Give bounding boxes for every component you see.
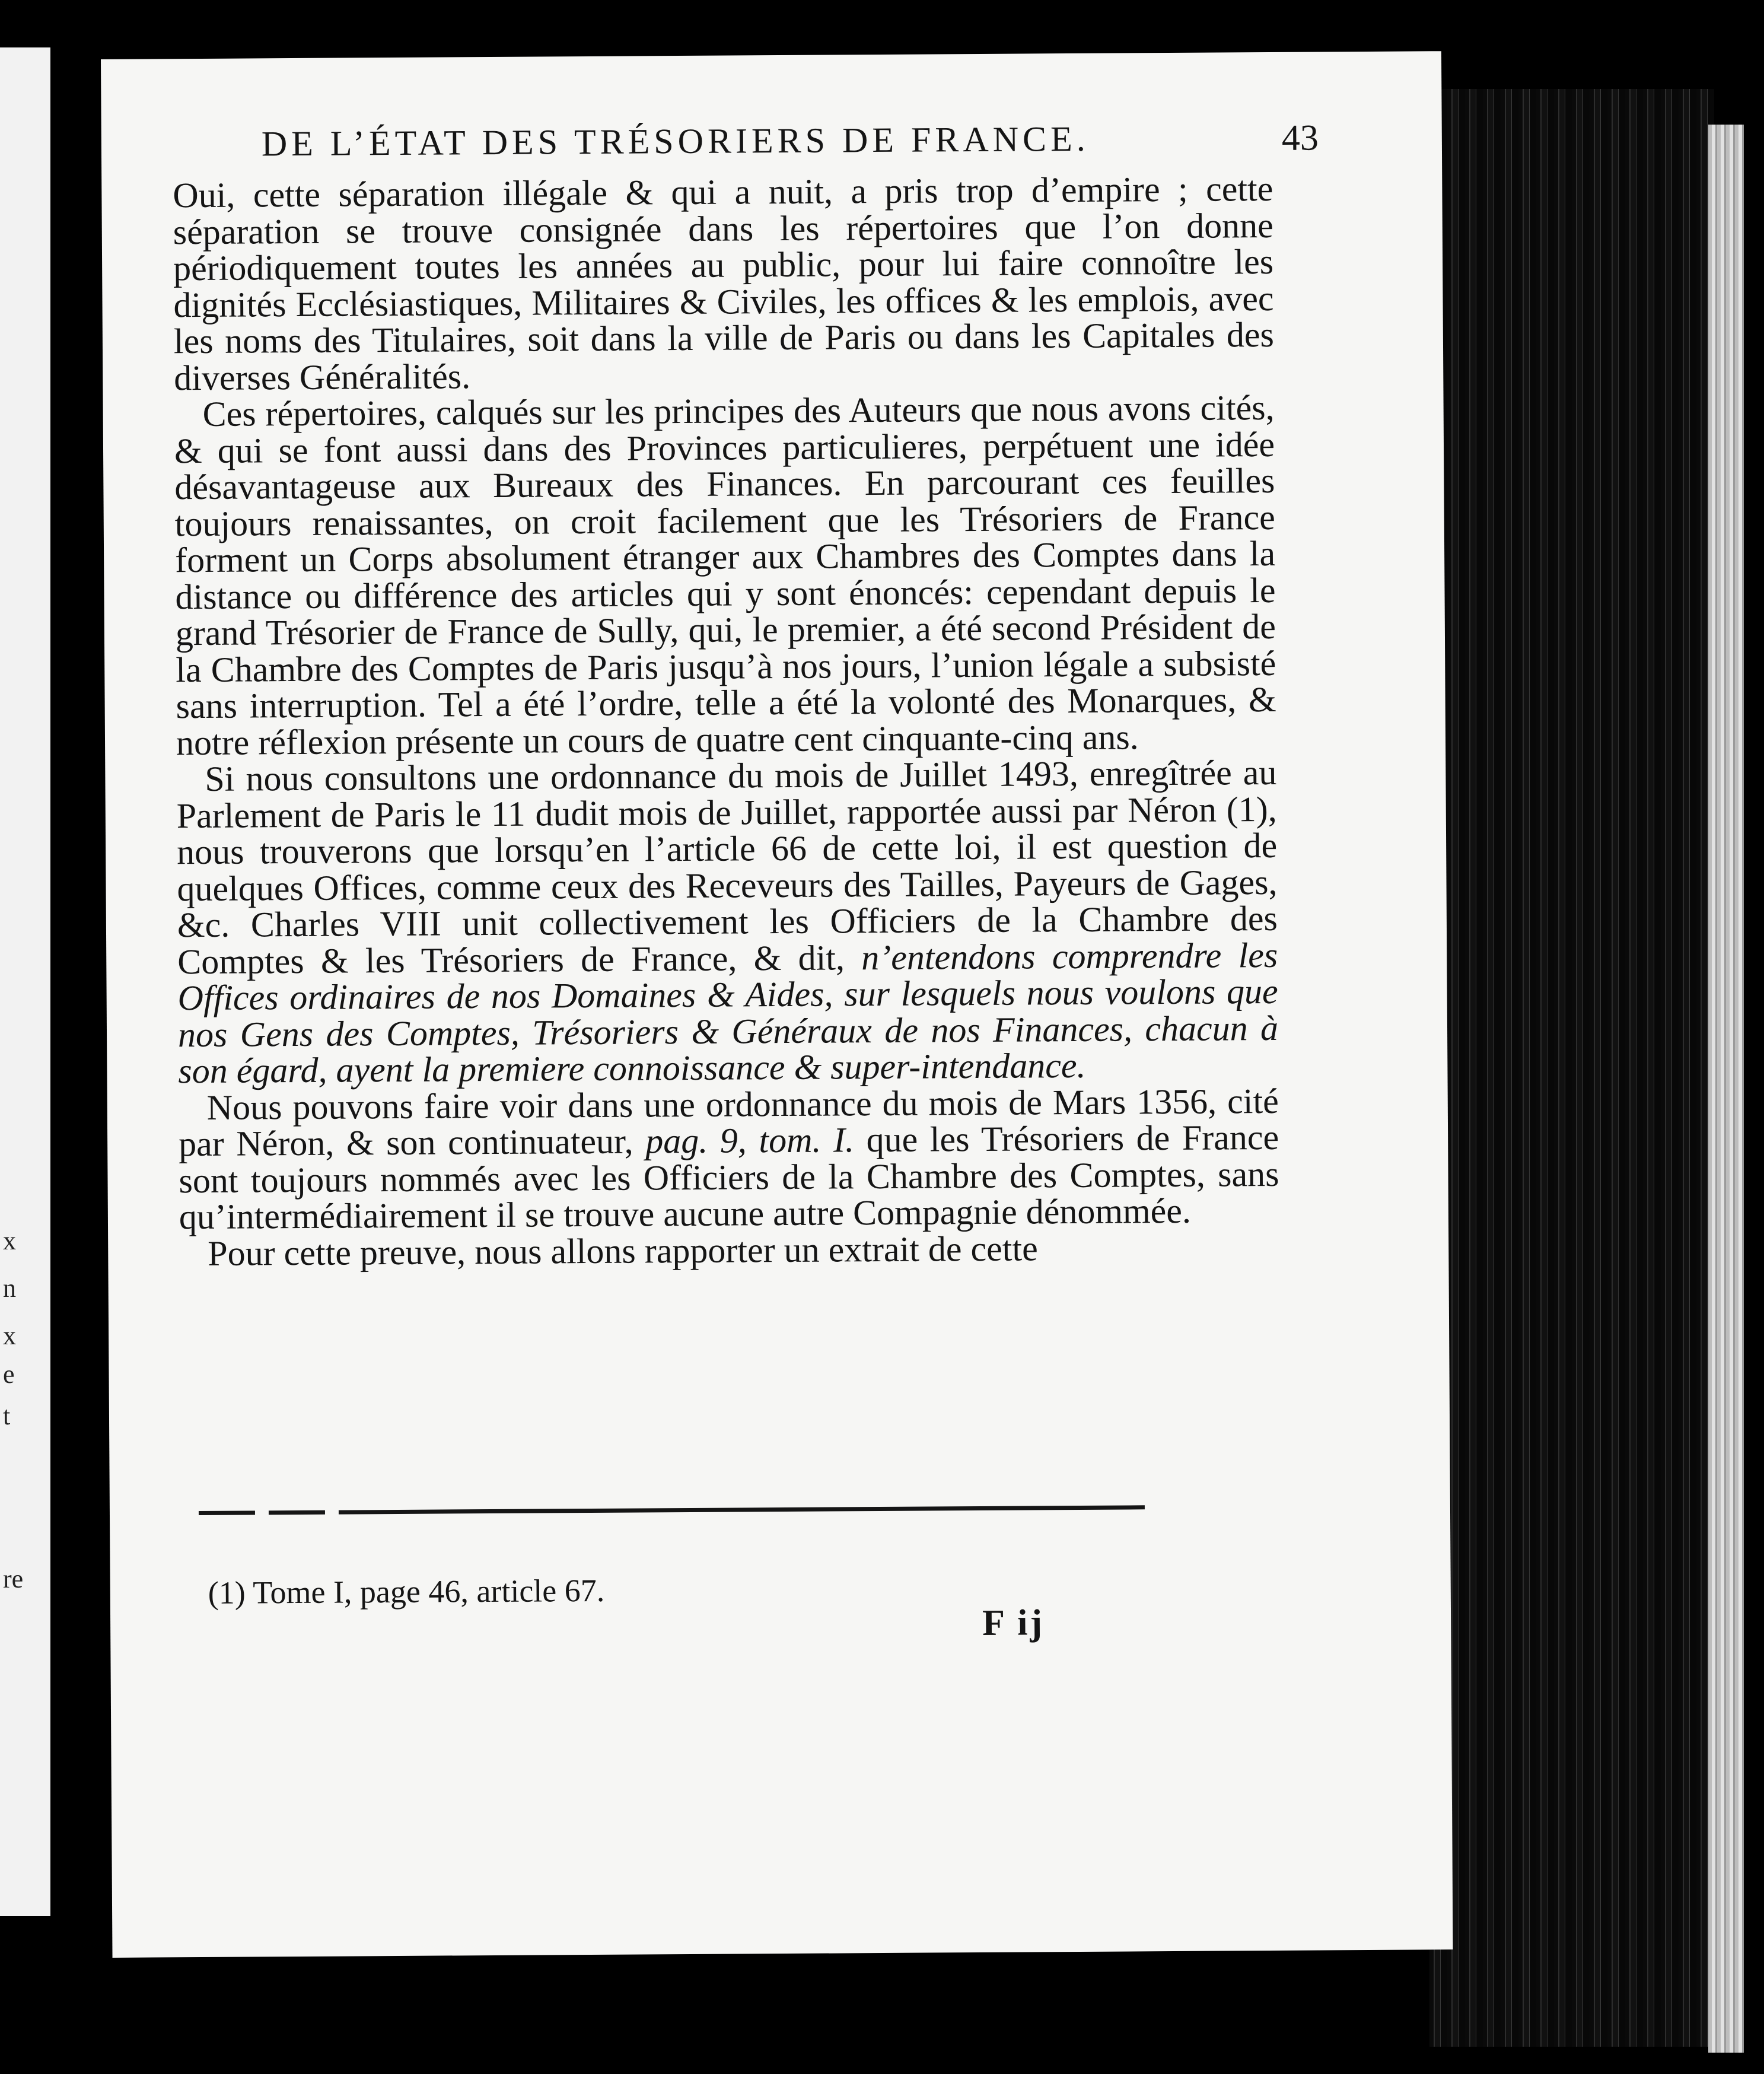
left-page-fragment: t <box>3 1401 11 1430</box>
page-number: 43 <box>1281 117 1319 158</box>
citation-reference: pag. 9, tom. I. <box>633 1120 855 1161</box>
running-title: DE L’ÉTAT DES TRÉSORIERS DE FRANCE. <box>261 119 1090 164</box>
paragraph: Oui, cette séparation illégale & qui a nuit, a pris trop d’empire ; cette séparation se trouve consignée dans les répertoires que l’on donne périodiquement toutes les années au public, pour lui faire connoître les dignités Ecclésiastiques, Militaires & Civiles, les offices & les emplois, avec les noms des Titulaires, soit dans la ville de Paris ou dans les Capitales des diverses Généralités. <box>173 168 1275 397</box>
paragraph-text: Si nous consultons une ordonnance du mois de Juillet 1493, enregîtrée au Parlement de Paris le 11 dudit mois de Juillet, rapportée aussi par Néron (1), nous trouverons que lorsqu’en l’article 66 de cette loi, il est question de quelques Offices, comme ceux des Receveurs des Tailles, Payeurs de Gages, &c. Charles VIII unit collectivement les Officiers de la Chambre des Comptes & les Trésoriers de France, & dit, <box>176 752 1278 981</box>
book-back-edge <box>1708 125 1744 2053</box>
left-page-fragment: x <box>3 1226 16 1255</box>
page-body <box>173 168 1279 1273</box>
paragraph <box>176 752 1279 1091</box>
left-page-fragment: re <box>3 1564 24 1593</box>
paragraph: Ces répertoires, calqués sur les principes des Auteurs que nous avons cités, & qui se font aussi dans des Provinces particulieres, perpétuent une idée désavantageuse aux Bureaux des Finances. En parcourant ces feuilles toujours renaissantes, on croit facilement que les Trésoriers de France forment un Corps absolument étranger aux Chambres des Comptes dans la distance ou différence des articles qui y sont énoncés: cependant depuis le grand Trésorier de France de Sully, qui, le premier, a été second Président de la Chambre des Comptes de Paris jusqu’à nos jours, l’union légale a subsisté sans interruption. Tel a été l’ordre, telle a été la volonté des Monarques, & notre réflexion présente un cours de quatre cent cinquante-cinq ans. <box>174 387 1276 762</box>
paragraph: Pour cette preuve, nous allons rapporter un extrait de cette <box>208 1228 1038 1273</box>
signature-mark: F ij <box>982 1602 1045 1643</box>
book-page-edges <box>1429 89 1714 2047</box>
footnote-rule <box>199 1505 1145 1519</box>
left-page-fragment: e <box>3 1360 15 1389</box>
left-page-fragment: x <box>3 1321 16 1350</box>
adjacent-left-page <box>0 47 50 1916</box>
book-page <box>101 51 1453 1958</box>
quoted-ordinance: n’entendons comprendre les Offices ordinaires de nos Domaines & Aides, sur lesquels nous voulons que nos Gens des Comptes, Trésoriers & Généraux de nos Finances, chacun à son égard, ayent la premiere connoissance & super-intendance. <box>177 935 1279 1091</box>
paragraph <box>179 1083 1279 1235</box>
footnote: (1) Tome I, page 46, article 67. <box>208 1572 605 1611</box>
left-page-fragment: n <box>3 1274 16 1303</box>
paragraph-text: que les Trésoriers de France sont toujours nommés avec les Officiers de la Chambre des Comptes, sans qu’intermédiairement il se trouve aucune autre Compagnie dénommée. <box>179 1117 1279 1237</box>
paragraph-text: Nous pouvons faire voir dans une ordonnance du mois de Mars 1356, cité par Néron, & son continuateur, <box>178 1081 1279 1164</box>
